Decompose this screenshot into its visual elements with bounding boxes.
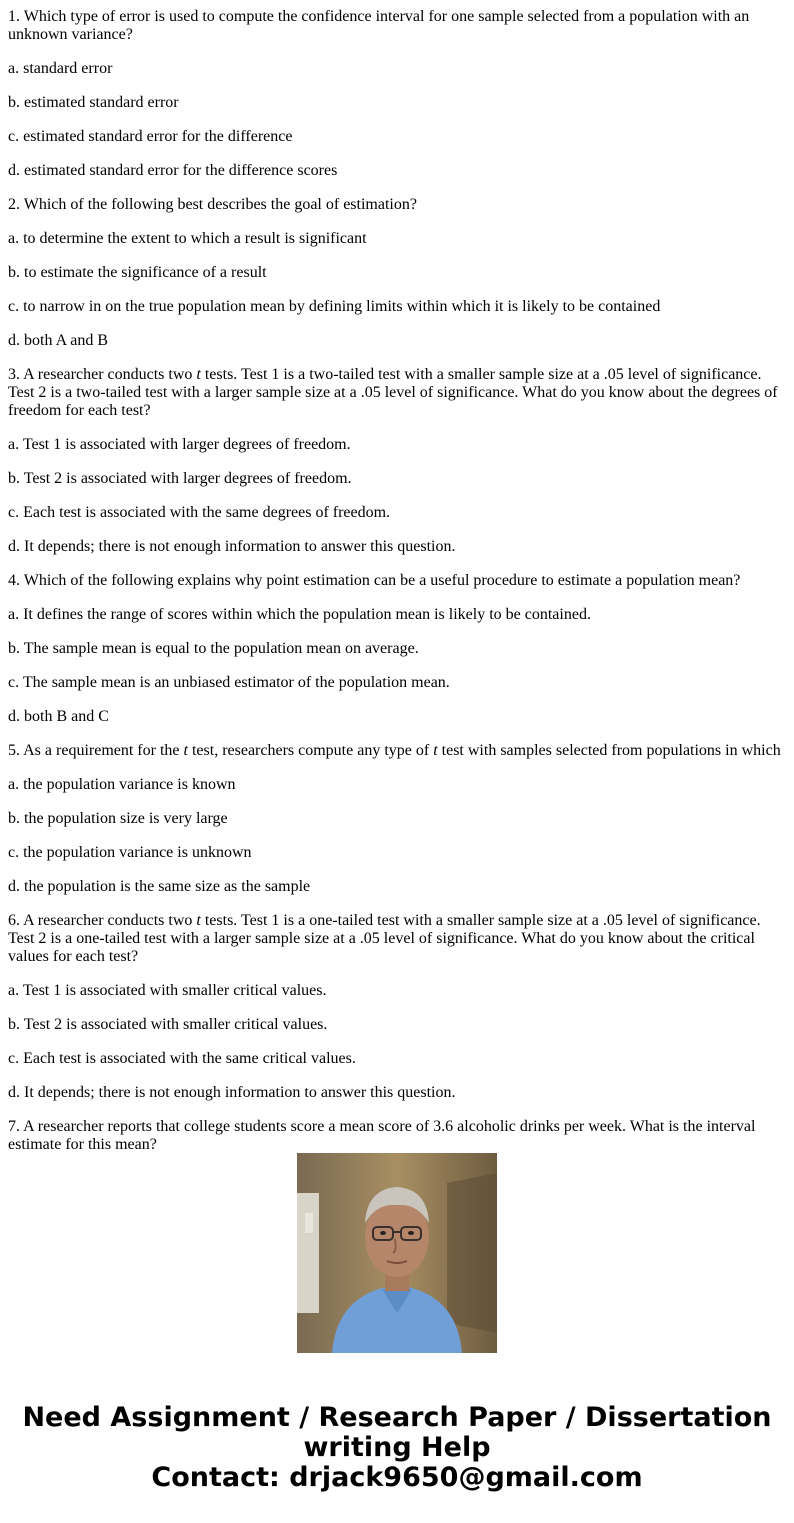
question-number: 5. <box>8 742 20 759</box>
question-number: 3. <box>8 366 20 383</box>
answer-option: d. the population is the same size as the sample <box>8 878 311 895</box>
answer-option: a. standard error <box>8 60 113 77</box>
question-document <box>8 8 786 1153</box>
answer-option: a. Test 1 is associated with smaller critical values. <box>8 982 327 999</box>
answer-option: a. to determine the extent to which a result is significant <box>8 230 367 247</box>
question-text <box>8 912 786 966</box>
question-text <box>8 366 786 420</box>
answer-option: d. both A and B <box>8 332 109 349</box>
author-photo <box>297 1153 497 1353</box>
question-number: 4. <box>8 572 20 589</box>
answer-option: d. estimated standard error for the difference scores <box>8 162 338 179</box>
answer-option: c. to narrow in on the true population mean by defining limits within which it is likely to be contained <box>8 298 661 315</box>
question-fragment: A researcher reports that college students score a mean score of 3.6 alcoholic drinks per week. What is the interval estimate for this mean? <box>8 1118 756 1153</box>
question-text <box>8 1118 786 1154</box>
footer-promo <box>0 1403 794 1493</box>
question-text <box>8 742 786 760</box>
italic-t: t <box>196 366 201 383</box>
question-number: 1. <box>8 8 20 25</box>
answer-option: d. It depends; there is not enough information to answer this question. <box>8 538 456 555</box>
italic-t: t <box>183 742 188 759</box>
answer-option: b. the population size is very large <box>8 810 228 827</box>
answer-option: b. estimated standard error <box>8 94 179 111</box>
answer-option: c. Each test is associated with the same degrees of freedom. <box>8 504 391 521</box>
question-fragment: Which of the following explains why point estimation can be a useful procedure to estimate a population mean? <box>23 572 741 589</box>
italic-t: t <box>196 912 201 929</box>
italic-t: t <box>433 742 438 759</box>
answer-option: b. to estimate the significance of a result <box>8 264 267 281</box>
question-fragment: Which type of error is used to compute the confidence interval for one sample selected from a population with an unknown variance? <box>8 8 750 43</box>
question-fragment: As a requirement for the <box>23 742 184 759</box>
question-text <box>8 8 786 44</box>
answer-option: b. Test 2 is associated with larger degrees of freedom. <box>8 470 352 487</box>
answer-option: a. the population variance is known <box>8 776 236 793</box>
answer-option: c. the population variance is unknown <box>8 844 252 861</box>
question-fragment: A researcher conducts two <box>23 912 197 929</box>
answer-option: c. estimated standard error for the difference <box>8 128 293 145</box>
answer-option: c. Each test is associated with the same critical values. <box>8 1050 356 1067</box>
answer-option: a. Test 1 is associated with larger degrees of freedom. <box>8 436 351 453</box>
question-text <box>8 572 786 590</box>
answer-option: b. The sample mean is equal to the population mean on average. <box>8 640 419 657</box>
footer-line-2: writing Help <box>303 1432 491 1463</box>
question-number: 6. <box>8 912 20 929</box>
question-fragment: tests. Test 1 is a two-tailed test with a smaller sample size at a .05 level of significance. Test 2 is a two-tailed test with a larger sample size at a .05 level of significance. What do you know about the degrees of freedom for each test? <box>8 366 778 419</box>
author-avatar <box>297 1153 497 1353</box>
question-fragment: test, researchers compute any type of <box>187 742 434 759</box>
question-text <box>8 196 786 214</box>
question-fragment: tests. Test 1 is a one-tailed test with a smaller sample size at a .05 level of significance. Test 2 is a one-tailed test with a larger sample size at a .05 level of significance. What do you know about the critical values for each test? <box>8 912 761 965</box>
answer-option: a. It defines the range of scores within which the population mean is likely to be contained. <box>8 606 591 623</box>
answer-option: d. both B and C <box>8 708 109 725</box>
question-number: 2. <box>8 196 20 213</box>
footer-line-1: Need Assignment / Research Paper / Dissertation <box>22 1402 772 1433</box>
question-fragment: Which of the following best describes the goal of estimation? <box>23 196 417 213</box>
answer-option: b. Test 2 is associated with smaller critical values. <box>8 1016 328 1033</box>
footer-contact: Contact: drjack9650@gmail.com <box>151 1462 643 1493</box>
question-fragment: test with samples selected from populations in which <box>437 742 781 759</box>
question-number: 7. <box>8 1118 20 1135</box>
answer-option: c. The sample mean is an unbiased estimator of the population mean. <box>8 674 450 691</box>
answer-option: d. It depends; there is not enough information to answer this question. <box>8 1084 456 1101</box>
question-fragment: A researcher conducts two <box>23 366 197 383</box>
